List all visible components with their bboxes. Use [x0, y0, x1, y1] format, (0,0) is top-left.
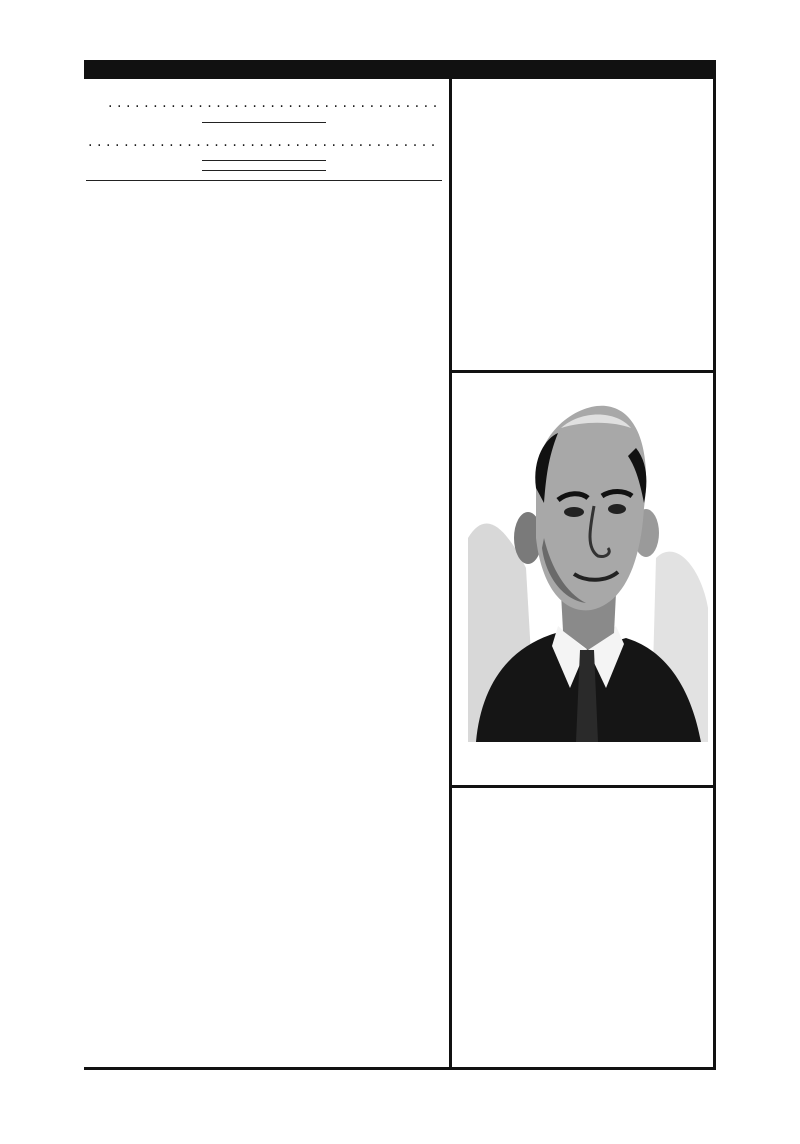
column-divider	[449, 79, 452, 1069]
right-border	[713, 79, 716, 1069]
masthead-logo-graphic	[458, 110, 710, 190]
portrait-caricature	[466, 388, 710, 742]
portrait-drawing	[466, 388, 710, 742]
header-bar	[84, 60, 716, 79]
paragraph-divider	[86, 180, 442, 181]
toc-entry-tarlat-extra	[86, 93, 442, 114]
toc-entry-authors	[86, 132, 442, 153]
bottom-border	[84, 1067, 716, 1070]
caption-divider	[452, 785, 713, 788]
masthead-logo	[458, 110, 710, 190]
table-of-contents	[86, 86, 442, 187]
masthead-divider	[452, 370, 713, 373]
divider	[202, 122, 326, 123]
divider	[202, 160, 326, 161]
divider	[202, 170, 326, 171]
